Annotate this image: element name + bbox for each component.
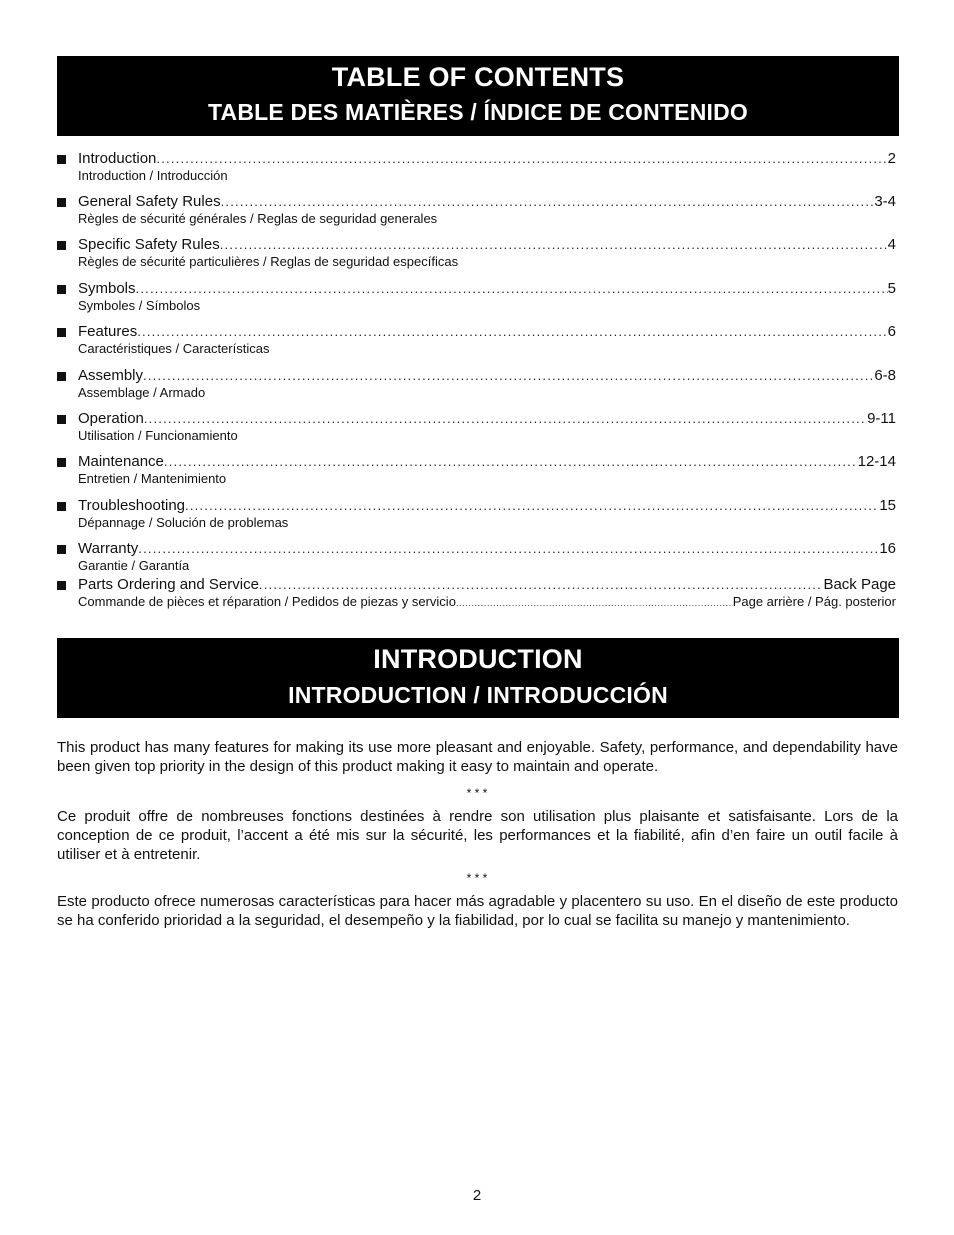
square-bullet-icon <box>57 155 66 164</box>
dot-leader <box>144 410 867 428</box>
dot-leader <box>221 193 875 211</box>
toc-entry-translation: Utilisation / Funcionamiento <box>78 428 238 443</box>
page-number: 2 <box>472 1187 482 1204</box>
toc-entry-translation: Caractéristiques / Características <box>78 341 270 356</box>
toc-entry-translation: Commande de pièces et réparation / Pedidos de piezas y servicio <box>78 594 456 609</box>
square-bullet-icon <box>57 415 66 424</box>
introduction-header <box>57 638 899 718</box>
toc-entry-translation: Règles de sécurité particulières / Reglas de seguridad específicas <box>78 254 459 269</box>
introduction-title: INTRODUCTION <box>373 644 583 674</box>
dot-leader <box>220 236 888 254</box>
toc-entry-translation: Dépannage / Solución de problemas <box>78 515 289 530</box>
dot-leader <box>164 453 858 471</box>
toc-entry-label: Maintenance <box>78 453 164 470</box>
toc-entry-translation: Assemblage / Armado <box>78 385 206 400</box>
square-bullet-icon <box>57 241 66 250</box>
dot-leader <box>137 323 887 341</box>
toc-entry-page: 4 <box>887 236 896 253</box>
toc-entry-label: Symbols <box>78 280 136 297</box>
toc-entry-label: Operation <box>78 410 144 427</box>
toc-header <box>57 56 899 136</box>
square-bullet-icon <box>57 198 66 207</box>
square-bullet-icon <box>57 502 66 511</box>
dot-leader <box>185 497 879 515</box>
toc-entry-translation: Symboles / Símbolos <box>78 298 201 313</box>
toc-entry-page: 5 <box>887 280 896 297</box>
dot-leader <box>143 367 874 385</box>
toc-entry-label: Assembly <box>78 367 144 384</box>
toc-title: TABLE OF CONTENTS <box>331 62 625 92</box>
toc-entry-label: Specific Safety Rules <box>78 236 220 253</box>
square-bullet-icon <box>57 458 66 467</box>
toc-entry-page: 2 <box>887 150 896 167</box>
dot-leader <box>456 595 733 611</box>
toc-entry-page: 16 <box>879 540 896 557</box>
intro-paragraph-en: This product has many features for making its use more pleasant and enjoyable. Safety, performance, and dependability have been given top priority in the design of this product making it easy to maintain and operate. <box>57 739 898 775</box>
toc-entry-translation: Entretien / Mantenimiento <box>78 471 227 486</box>
toc-entry-label: Introduction <box>78 150 157 167</box>
section-separator: * * * <box>466 871 488 885</box>
toc-entry-page: 6 <box>887 323 896 340</box>
square-bullet-icon <box>57 328 66 337</box>
toc-entry-translation: Règles de sécurité générales / Reglas de seguridad generales <box>78 211 438 226</box>
toc-entry-translation: Garantie / Garantía <box>78 558 190 573</box>
dot-leader <box>259 576 824 594</box>
intro-paragraph-es: Este producto ofrece numerosas características para hacer más agradable y placentero su uso. En el diseño de este producto se ha conferido prioridad a la seguridad, el desempeño y la fiabilidad, por lo cual se facilita su manejo y mantenimiento. <box>57 893 898 929</box>
section-separator: * * * <box>466 786 488 800</box>
toc-entry-translation: Introduction / Introducción <box>78 168 228 183</box>
square-bullet-icon <box>57 545 66 554</box>
dot-leader <box>156 150 887 168</box>
toc-entry-page: 9-11 <box>867 410 896 427</box>
toc-entry-page: 15 <box>879 497 896 514</box>
square-bullet-icon <box>57 285 66 294</box>
toc-entry-page: 6-8 <box>874 367 896 384</box>
intro-paragraph-fr: Ce produit offre de nombreuses fonctions destinées à rendre son utilisation plus plaisante et satisfaisante. Lors de la conception de ce produit, l’accent a été mis sur la sécurité, les performances et la fiabilité, afin d’en faire un outil facile à utiliser et à entretenir. <box>57 808 898 863</box>
toc-entry-label: Troubleshooting <box>78 497 186 514</box>
dot-leader <box>138 540 879 558</box>
square-bullet-icon <box>57 581 66 590</box>
toc-entry-translated-page: Page arrière / Pág. posterior <box>732 594 896 609</box>
toc-entry-label: Features <box>78 323 138 340</box>
square-bullet-icon <box>57 372 66 381</box>
toc-subtitle: TABLE DES MATIÈRES / ÍNDICE DE CONTENIDO <box>207 99 748 125</box>
toc-entry-label: Warranty <box>78 540 139 557</box>
toc-entry-page: 12-14 <box>857 453 896 470</box>
toc-entry-label: Parts Ordering and Service <box>78 576 259 593</box>
toc-entry-page: Back Page <box>823 576 896 593</box>
toc-entry-page: 3-4 <box>874 193 896 210</box>
toc-entry-label: General Safety Rules <box>78 193 221 210</box>
dot-leader <box>136 280 888 298</box>
introduction-subtitle: INTRODUCTION / INTRODUCCIÓN <box>288 682 668 708</box>
